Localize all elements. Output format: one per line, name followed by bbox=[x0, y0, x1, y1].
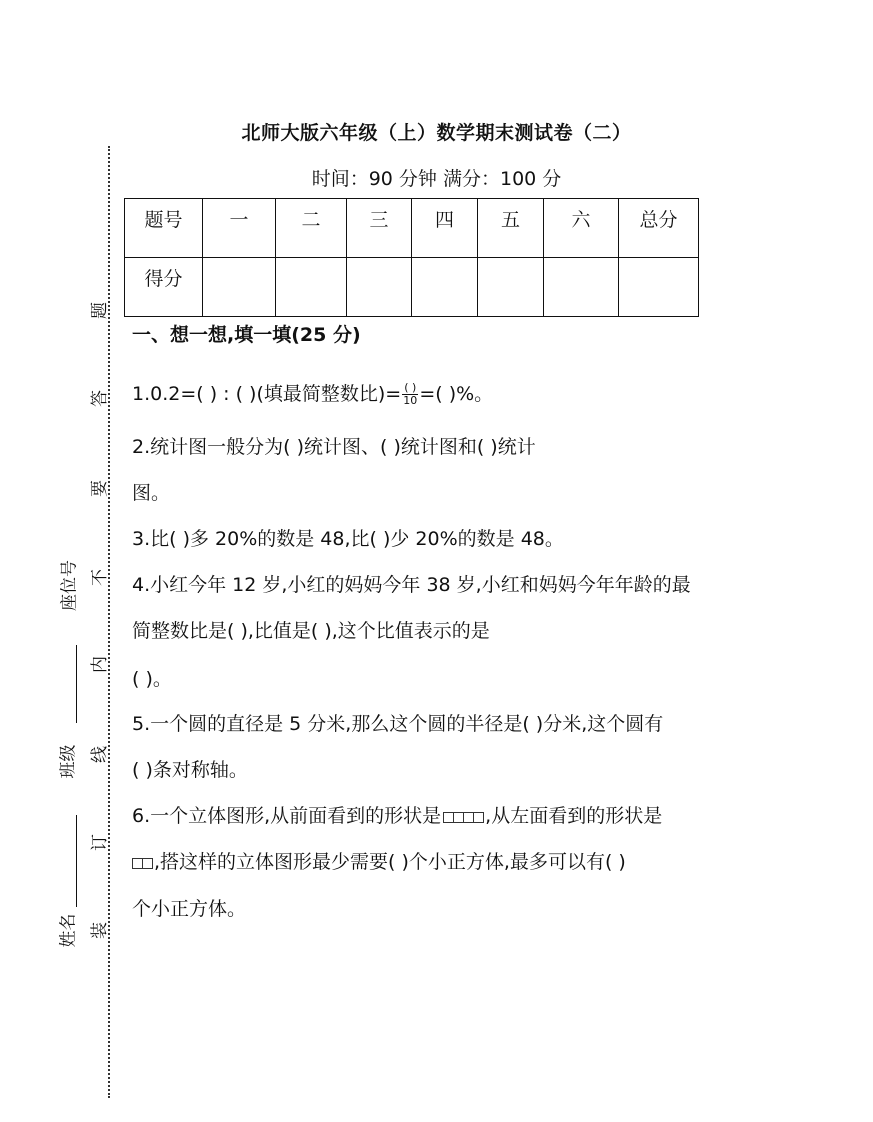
question-6-line-1 bbox=[132, 804, 662, 829]
question-1 bbox=[132, 382, 493, 407]
question-text: ,从左面看到的形状是 bbox=[485, 805, 663, 827]
seal-char: 线 bbox=[90, 746, 110, 763]
score-table-score-row bbox=[125, 258, 699, 317]
question-6-line-3: 个小正方体。 bbox=[132, 898, 247, 920]
question-text: =( )%。 bbox=[419, 383, 494, 405]
score-table bbox=[124, 198, 699, 317]
table-cell: 二 bbox=[276, 199, 347, 258]
fraction bbox=[402, 382, 418, 407]
score-input-cell[interactable] bbox=[478, 258, 544, 317]
front-view-squares-icon bbox=[443, 805, 483, 829]
score-input-cell[interactable] bbox=[276, 258, 347, 317]
left-view-squares-icon bbox=[132, 851, 152, 875]
seal-char: 要 bbox=[90, 480, 110, 497]
question-6-line-2 bbox=[132, 850, 626, 875]
score-input-cell[interactable] bbox=[203, 258, 276, 317]
question-5-line-1: 5.一个圆的直径是 5 分米,那么这个圆的半径是( )分米,这个圆有 bbox=[132, 713, 664, 735]
question-3: 3.比( )多 20%的数是 48,比( )少 20%的数是 48。 bbox=[132, 528, 564, 550]
question-4-line-3: ( )。 bbox=[132, 668, 172, 690]
table-cell: 五 bbox=[478, 199, 544, 258]
table-cell: 一 bbox=[203, 199, 276, 258]
seal-char: 订 bbox=[90, 834, 110, 851]
question-5-line-2: ( )条对称轴。 bbox=[132, 759, 248, 781]
exam-title: 北师大版六年级（上）数学期末测试卷（二） bbox=[241, 122, 632, 144]
score-table-header-row bbox=[125, 199, 699, 258]
fraction-denominator: 10 bbox=[403, 394, 418, 407]
table-cell: 得分 bbox=[125, 258, 203, 317]
table-cell: 三 bbox=[347, 199, 412, 258]
table-cell: 总分 bbox=[619, 199, 699, 258]
question-4-line-1: 4.小红今年 12 岁,小红的妈妈今年 38 岁,小红和妈妈今年年龄的最 bbox=[132, 574, 691, 596]
exam-time-score: 时间：90 分钟 满分：100 分 bbox=[311, 168, 562, 190]
seal-char: 装 bbox=[90, 922, 110, 939]
class-label: 班级 bbox=[58, 744, 79, 779]
score-input-cell[interactable] bbox=[412, 258, 478, 317]
name-fill-line bbox=[76, 815, 77, 907]
seal-char: 内 bbox=[90, 656, 110, 673]
score-input-cell[interactable] bbox=[544, 258, 619, 317]
table-cell: 题号 bbox=[125, 199, 203, 258]
question-text: 6.一个立体图形,从前面看到的形状是 bbox=[132, 805, 442, 827]
question-2-line-1: 2.统计图一般分为( )统计图、( )统计图和( )统计 bbox=[132, 436, 536, 458]
seal-char: 不 bbox=[90, 569, 110, 586]
fraction-numerator: ( ) bbox=[404, 381, 417, 394]
question-4-line-2: 简整数比是( ),比值是( ),这个比值表示的是 bbox=[132, 620, 490, 642]
score-input-cell[interactable] bbox=[347, 258, 412, 317]
question-text: ,搭这样的立体图形最少需要( )个小正方体,最多可以有( ) bbox=[154, 851, 626, 873]
class-fill-line bbox=[76, 645, 77, 723]
seal-char: 题 bbox=[90, 302, 110, 319]
score-input-cell[interactable] bbox=[619, 258, 699, 317]
question-2-line-2: 图。 bbox=[132, 482, 171, 504]
binding-dotted-line bbox=[108, 146, 110, 1098]
section-title: 一、想一想,填一填(25 分) bbox=[132, 324, 361, 346]
name-label: 姓名 bbox=[58, 913, 79, 948]
seal-char: 答 bbox=[90, 390, 110, 407]
table-cell: 四 bbox=[412, 199, 478, 258]
seat-number-label: 座位号 bbox=[59, 560, 80, 611]
table-cell: 六 bbox=[544, 199, 619, 258]
question-text: 1.0.2=( ) : ( )(填最简整数比)= bbox=[132, 383, 402, 405]
